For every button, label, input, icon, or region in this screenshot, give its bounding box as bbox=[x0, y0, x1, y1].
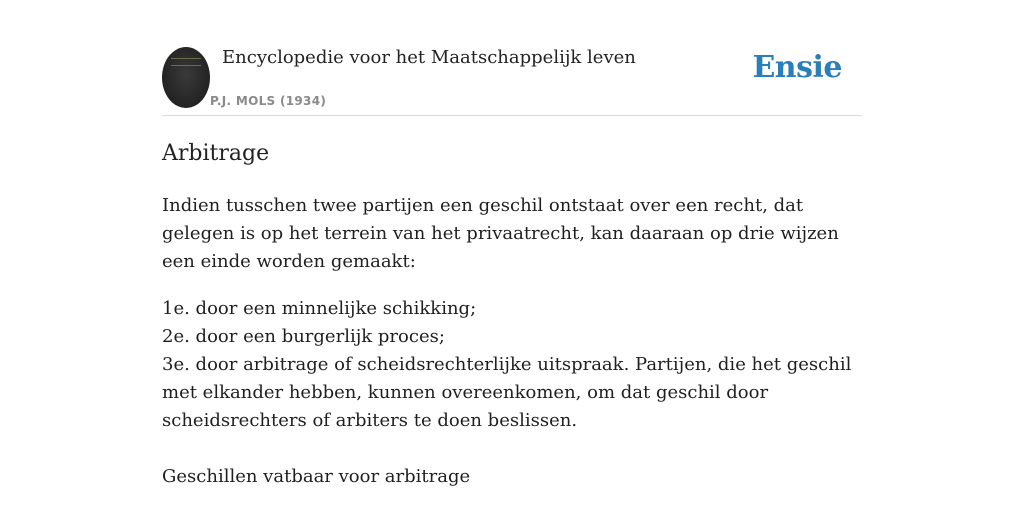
ensie-logo[interactable]: Ensie bbox=[752, 50, 842, 85]
article-body bbox=[162, 192, 862, 491]
author-year: P.J. MOLS (1934) bbox=[210, 94, 327, 108]
list-item: 3e. door arbitrage of scheidsrechterlijke uitspraak. Partijen, die het geschil met elkander hebben, kunnen overeenkomen, om dat geschil door scheidsrechters of arbiters te doen beslissen. bbox=[162, 354, 852, 431]
work-header bbox=[162, 0, 862, 116]
intro-paragraph: Indien tusschen twee partijen een geschil ontstaat over een recht, dat gelegen is op het terrein van het privaatrecht, kan daaraan op drie wijzen een einde worden gemaakt: bbox=[162, 195, 839, 272]
page-title: Arbitrage bbox=[162, 141, 270, 166]
list-item: 2e. door een burgerlijk proces; bbox=[162, 326, 445, 347]
cover-decoration bbox=[171, 58, 201, 66]
list-item: 1e. door een minnelijke schikking; bbox=[162, 298, 477, 319]
book-cover-icon[interactable] bbox=[162, 47, 210, 108]
work-title[interactable]: Encyclopedie voor het Maatschappelijk leven bbox=[222, 47, 636, 68]
page-container bbox=[162, 0, 862, 487]
section-subheading: Geschillen vatbaar voor arbitrage bbox=[162, 466, 471, 487]
